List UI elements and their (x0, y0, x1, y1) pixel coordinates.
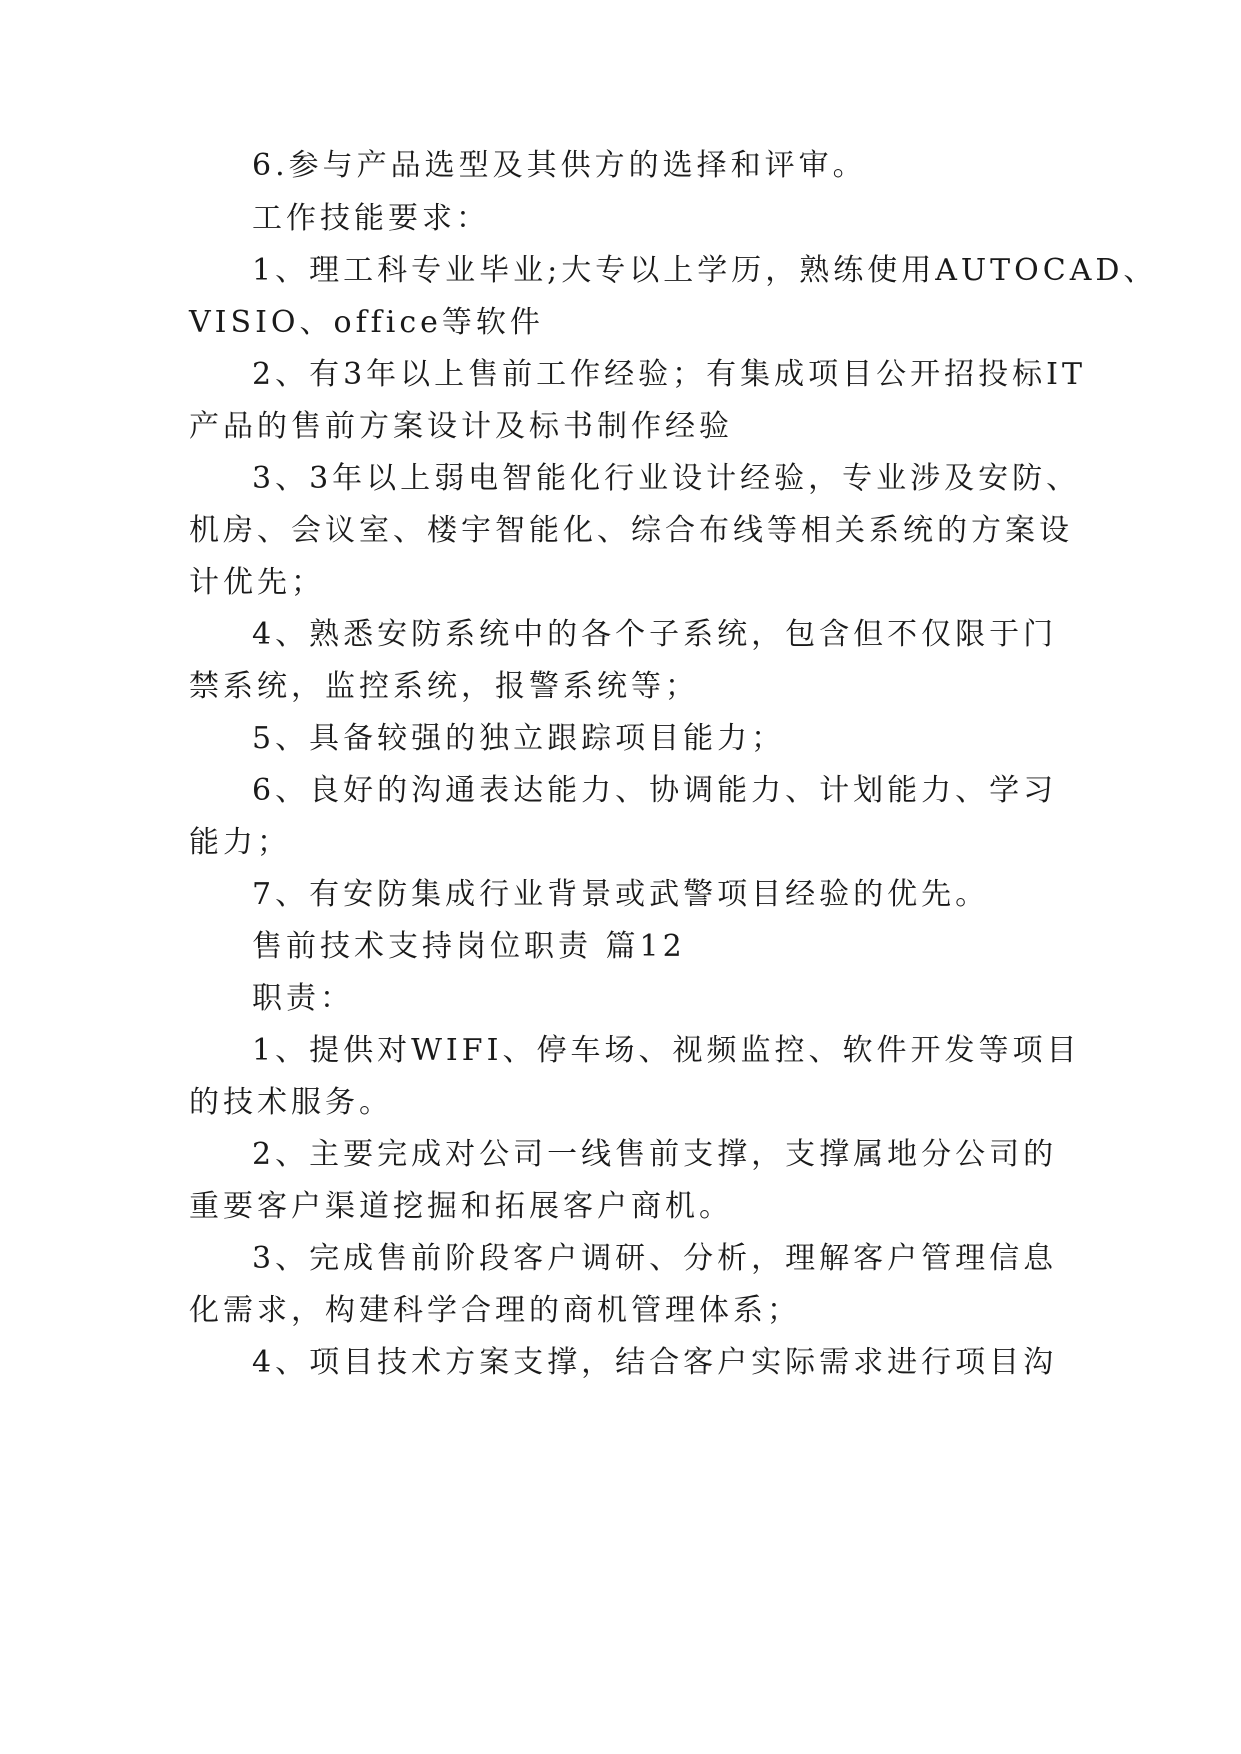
paragraph-line: 4、熟悉安防系统中的各个子系统，包含但不仅限于门 (252, 617, 1058, 652)
paragraph-line: 4、项目技术方案支撑，结合客户实际需求进行项目沟 (252, 1345, 1058, 1380)
section-heading: 职责： (252, 981, 354, 1016)
paragraph-line: 1、提供对WIFI、停车场、视频监控、软件开发等项目 (252, 1033, 1081, 1068)
paragraph-line: 机房、会议室、楼宇智能化、综合布线等相关系统的方案设 (189, 513, 1073, 548)
paragraph-line: 3、完成售前阶段客户调研、分析，理解客户管理信息 (252, 1241, 1058, 1276)
paragraph-line: 禁系统，监控系统，报警系统等； (189, 669, 699, 704)
paragraph-line: 化需求，构建科学合理的商机管理体系； (189, 1293, 801, 1328)
paragraph-line: 5、具备较强的独立跟踪项目能力； (252, 721, 786, 756)
paragraph-line: 能力； (189, 825, 291, 860)
paragraph-line: 2、主要完成对公司一线售前支撑，支撑属地分公司的 (252, 1137, 1058, 1172)
paragraph-line: 2、有3年以上售前工作经验；有集成项目公开招投标IT (252, 357, 1087, 392)
section-heading: 工作技能要求： (252, 201, 490, 236)
paragraph-line: 产品的售前方案设计及标书制作经验 (189, 409, 733, 444)
paragraph-line: 1、理工科专业毕业;大专以上学历，熟练使用AUTOCAD、 (252, 253, 1158, 288)
paragraph-line: VISIO、office等软件 (189, 305, 544, 340)
paragraph-line: 计优先； (189, 565, 325, 600)
section-title: 售前技术支持岗位职责 篇12 (252, 929, 686, 964)
paragraph-line: 重要客户渠道挖掘和拓展客户商机。 (189, 1189, 733, 1224)
paragraph-line: 6.参与产品选型及其供方的选择和评审。 (252, 148, 867, 183)
paragraph-line: 7、有安防集成行业背景或武警项目经验的优先。 (252, 877, 990, 912)
paragraph-line: 的技术服务。 (189, 1085, 393, 1120)
paragraph-line: 6、良好的沟通表达能力、协调能力、计划能力、学习 (252, 773, 1058, 808)
paragraph-line: 3、3年以上弱电智能化行业设计经验，专业涉及安防、 (252, 461, 1081, 496)
